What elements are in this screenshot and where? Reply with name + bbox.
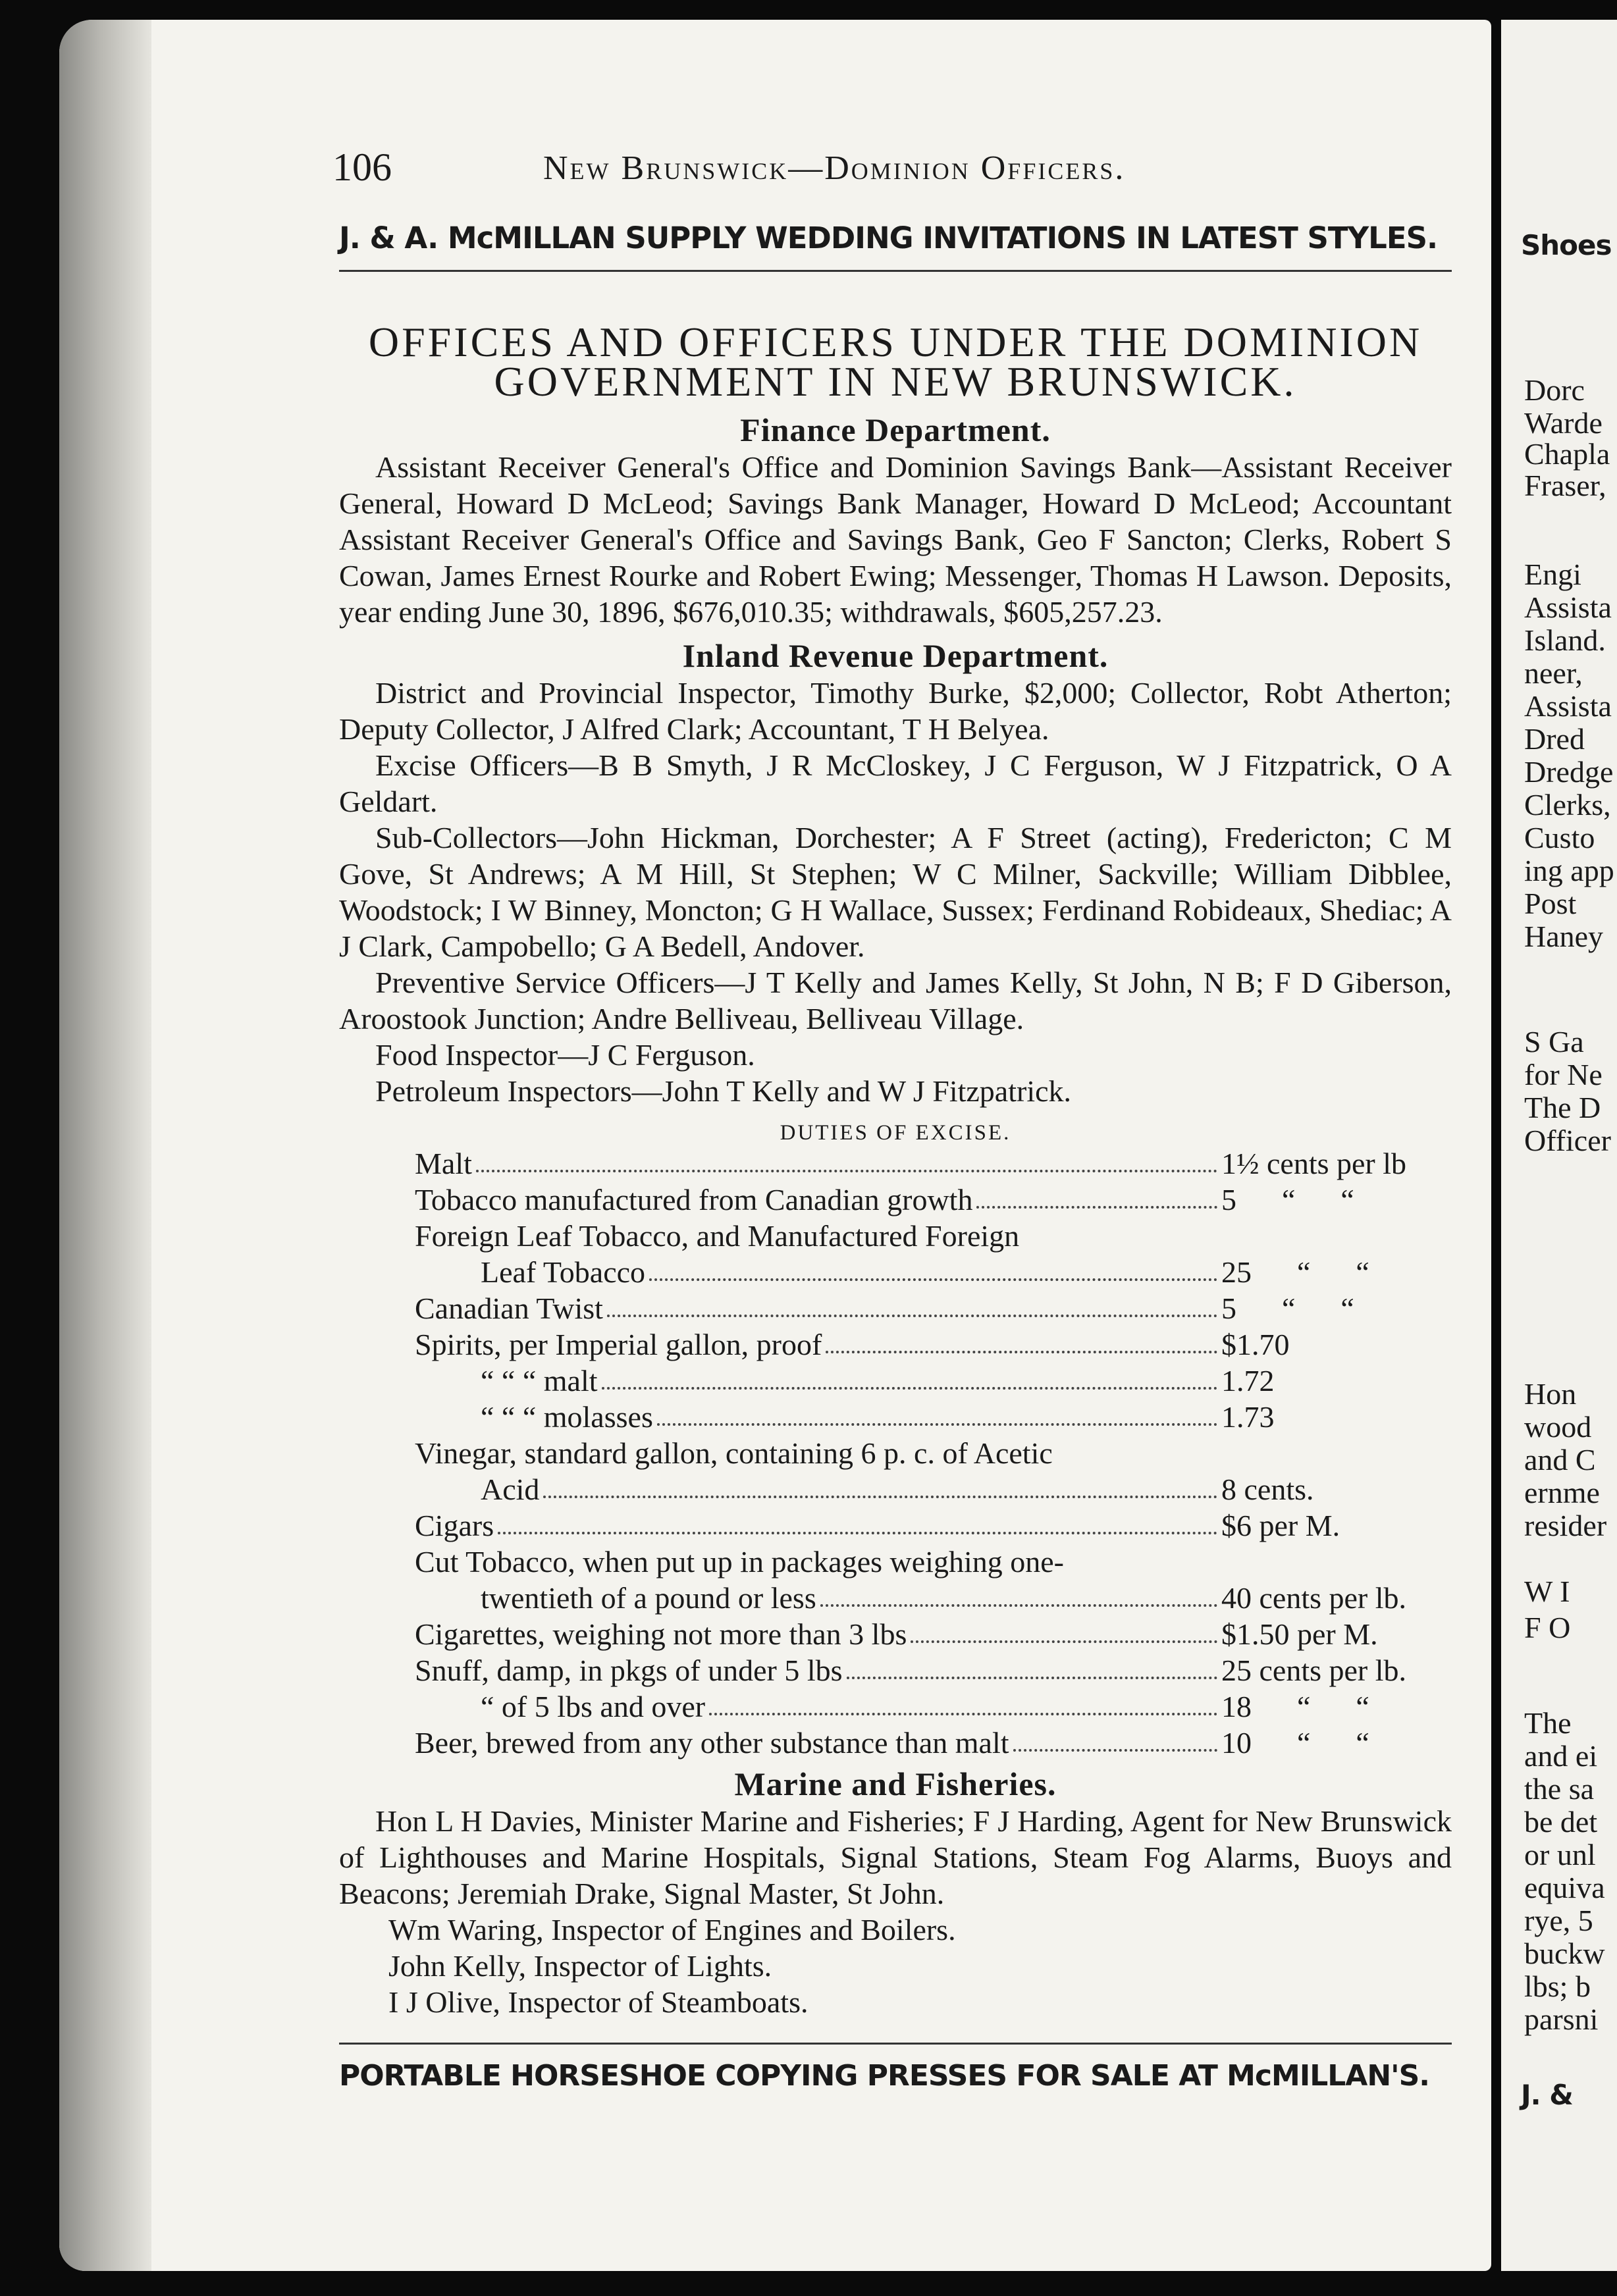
facing-fragment: Warde <box>1524 406 1603 440</box>
main-body <box>339 319 1452 2020</box>
duty-rate: 8 cents. <box>1221 1473 1314 1506</box>
facing-fragment: S Ga <box>1524 1025 1584 1058</box>
facing-fragment: Dorc <box>1524 373 1585 407</box>
dot-leader <box>543 1471 1217 1498</box>
facing-fragment: or unl <box>1524 1838 1596 1871</box>
duty-row <box>415 1182 1439 1218</box>
duty-row <box>415 1580 1439 1616</box>
dot-leader <box>911 1616 1217 1643</box>
duty-item: “ “ “ malt <box>481 1364 598 1397</box>
duty-rate: 1.72 <box>1221 1364 1275 1397</box>
top-rule <box>339 270 1452 272</box>
dot-leader <box>657 1399 1217 1426</box>
duty-rate: 1½ cents per lb <box>1221 1147 1407 1180</box>
dot-leader <box>602 1363 1217 1390</box>
duty-rate: 18 “ “ <box>1221 1690 1369 1723</box>
marine-para-1: Hon L H Davies, Minister Marine and Fisheries; F J Harding, Agent for New Brunswick of Lighthouses and Marine Hospitals, Signal Stations, Steam Fog Alarms, Buoys and Beacons; Jeremiah Drake, Signal Master, St John. <box>339 1804 1452 1910</box>
facing-fragment: Island. <box>1524 623 1606 657</box>
facing-fragment: the sa <box>1524 1772 1595 1806</box>
inland-para-5: Food Inspector—J C Ferguson. <box>375 1038 755 1072</box>
duty-row <box>415 1471 1439 1507</box>
duty-row <box>415 1435 1439 1471</box>
book-spine-shadow <box>59 20 151 2271</box>
dot-leader <box>976 1182 1217 1209</box>
duty-rate: 40 cents per lb. <box>1221 1581 1407 1615</box>
facing-fragment: Dred <box>1524 722 1585 756</box>
duty-row <box>415 1652 1439 1688</box>
duty-item: Tobacco manufactured from Canadian growth <box>415 1183 973 1216</box>
duty-row <box>415 1399 1439 1435</box>
facing-fragment: rye, 5 <box>1524 1904 1593 1937</box>
facing-fragment: The <box>1524 1706 1572 1740</box>
facing-fragment: Assista <box>1524 689 1612 723</box>
running-header <box>273 145 1445 197</box>
duty-item: Foreign Leaf Tobacco, and Manufactured Foreign <box>415 1219 1020 1253</box>
bottom-ad-text: PORTABLE HORSESHOE COPYING PRESSES FOR SALE AT McMILLAN'S. <box>339 2059 1430 2093</box>
dot-leader <box>709 1688 1217 1715</box>
dot-leader <box>820 1580 1217 1607</box>
dot-leader <box>607 1290 1217 1317</box>
dot-leader <box>649 1254 1217 1281</box>
facing-fragment: Haney <box>1524 920 1604 953</box>
duty-rate: $1.50 per M. <box>1221 1617 1378 1651</box>
facing-bottom-ad: J. & <box>1521 2079 1573 2111</box>
duty-item: twentieth of a pound or less <box>481 1581 816 1615</box>
facing-fragment: ing app <box>1524 854 1614 887</box>
facing-fragment: wood <box>1524 1410 1592 1444</box>
inland-para-3: Sub-Collectors—John Hickman, Dorchester; A F Street (acting), Fredericton; C M Gove, St Andrews; A M Hill, St Stephen; W C Milner, Sackville; William Dibblee, Woodstock; I W Binney, Moncton; G H Wallace, Sussex; Ferdinand Robideaux, Shediac; A J Clark, Campobello; G A Bedell, Andover. <box>339 821 1452 963</box>
duty-row <box>415 1254 1439 1290</box>
inland-para-1: District and Provincial Inspector, Timothy Burke, $2,000; Collector, Robt Atherton; Deputy Collector, J Alfred Clark; Accountant, T H Belyea. <box>339 676 1452 746</box>
duty-rate: 5 “ “ <box>1221 1183 1354 1216</box>
duty-row <box>415 1326 1439 1363</box>
duties-table <box>339 1145 1452 1761</box>
facing-top-ad: Shoes <box>1521 229 1612 261</box>
duty-row <box>415 1145 1439 1182</box>
facing-fragment: be det <box>1524 1805 1598 1839</box>
duty-item: Malt <box>415 1147 472 1180</box>
facing-fragment: for Ne <box>1524 1058 1603 1091</box>
marine-para-3: John Kelly, Inspector of Lights. <box>388 1949 772 1983</box>
duty-rate: 1.73 <box>1221 1400 1275 1434</box>
marine-para-4: I J Olive, Inspector of Steamboats. <box>388 1985 808 2019</box>
facing-fragment: and ei <box>1524 1739 1598 1773</box>
duty-item: Cut Tobacco, when put up in packages weighing one- <box>415 1545 1064 1578</box>
duty-item: Vinegar, standard gallon, containing 6 p. c. of Acetic <box>415 1436 1053 1470</box>
top-advert <box>339 221 1452 272</box>
facing-fragment: neer, <box>1524 656 1583 690</box>
page-number: 106 <box>332 145 392 189</box>
main-title-line-2: GOVERNMENT IN NEW BRUNSWICK. <box>494 358 1297 405</box>
main-title-line-1: OFFICES AND OFFICERS UNDER THE DOMINION <box>368 319 1423 365</box>
duty-item: Leaf Tobacco <box>481 1255 646 1289</box>
facing-fragment: The D <box>1524 1091 1601 1124</box>
dot-leader <box>847 1652 1217 1679</box>
duty-rate: $1.70 <box>1221 1328 1290 1361</box>
inland-para-4: Preventive Service Officers—J T Kelly and James Kelly, St John, N B; F D Giberson, Aroostook Junction; Andre Belliveau, Belliveau Village. <box>339 966 1452 1035</box>
facing-fragment: Hon <box>1524 1377 1577 1411</box>
duty-item: “ “ “ molasses <box>481 1400 653 1434</box>
facing-fragment: lbs; b <box>1524 1970 1591 2003</box>
facing-fragment: equiva <box>1524 1871 1605 1904</box>
marine-para-2: Wm Waring, Inspector of Engines and Boilers. <box>388 1913 956 1946</box>
dot-leader <box>498 1507 1217 1534</box>
gutter <box>1491 0 1501 2296</box>
facing-fragment: Assista <box>1524 590 1612 624</box>
facing-fragment: parsni <box>1524 2002 1599 2036</box>
facing-fragment: resider <box>1524 1509 1607 1542</box>
facing-fragment: buckw <box>1524 1937 1605 1970</box>
bottom-advert <box>339 2043 1452 2093</box>
facing-fragment: Chapla <box>1524 437 1610 471</box>
duty-row <box>415 1507 1439 1544</box>
facing-fragment: F O <box>1524 1611 1571 1644</box>
dot-leader <box>826 1326 1217 1353</box>
duties-heading: DUTIES OF EXCISE. <box>780 1121 1011 1145</box>
duty-row <box>415 1290 1439 1326</box>
facing-fragment: Engi <box>1524 558 1581 591</box>
duty-rate: 10 “ “ <box>1221 1726 1369 1760</box>
duty-row <box>415 1363 1439 1399</box>
running-title: New Brunswick—Dominion Officers. <box>543 149 1126 187</box>
main-title <box>339 319 1452 405</box>
duty-rate: 25 cents per lb. <box>1221 1654 1407 1687</box>
duty-row <box>415 1725 1439 1761</box>
facing-fragment: Fraser, <box>1524 469 1606 502</box>
dot-leader <box>1013 1725 1217 1752</box>
duty-item: “ of 5 lbs and over <box>481 1690 706 1723</box>
duty-item: Canadian Twist <box>415 1292 603 1325</box>
facing-fragment: Custo <box>1524 821 1595 854</box>
dot-leader <box>476 1145 1217 1172</box>
duty-item: Acid <box>481 1473 540 1506</box>
duty-item: Spirits, per Imperial gallon, proof <box>415 1328 822 1361</box>
facing-fragment: and C <box>1524 1443 1596 1476</box>
facing-fragment: Post <box>1524 887 1577 920</box>
marine-heading: Marine and Fisheries. <box>734 1765 1057 1802</box>
facing-fragment: W I <box>1524 1575 1570 1608</box>
facing-fragment: Officer <box>1524 1124 1611 1157</box>
inland-para-6: Petroleum Inspectors—John T Kelly and W J Fitzpatrick. <box>375 1074 1072 1108</box>
duty-row <box>415 1218 1439 1254</box>
duty-rate: 5 “ “ <box>1221 1292 1354 1325</box>
duty-item: Cigarettes, weighing not more than 3 lbs <box>415 1617 907 1651</box>
finance-text: Assistant Receiver General's Office and Dominion Savings Bank—Assistant Receiver General, Howard D McLeod; Savings Bank Manager, Howard D McLeod; Accountant Assistant Receiver General's Office and Savings Bank, Geo F Sancton; Clerks, Robert S Cowan, James Ernest Rourke and Robert Ewing; Messenger, Thomas H Lawson. Deposits, year ending June 30, 1896, $676,010.35; withdrawals, $605,257.23. <box>339 450 1452 629</box>
duty-rate: 25 “ “ <box>1221 1255 1369 1289</box>
bottom-rule <box>339 2043 1452 2045</box>
duty-row <box>415 1688 1439 1725</box>
duty-row <box>415 1544 1439 1580</box>
duty-row <box>415 1616 1439 1652</box>
duty-item: Beer, brewed from any other substance than malt <box>415 1726 1009 1760</box>
duty-rate: $6 per M. <box>1221 1509 1340 1542</box>
finance-heading: Finance Department. <box>740 411 1051 448</box>
facing-fragment: ernme <box>1524 1476 1600 1509</box>
duty-item: Cigars <box>415 1509 494 1542</box>
inland-heading: Inland Revenue Department. <box>682 637 1109 674</box>
top-ad-text: J. & A. McMILLAN SUPPLY WEDDING INVITATIONS IN LATEST STYLES. <box>339 221 1438 255</box>
facing-fragment: Clerks, <box>1524 788 1611 822</box>
inland-para-2: Excise Officers—B B Smyth, J R McCloskey, J C Ferguson, W J Fitzpatrick, O A Geldart. <box>339 748 1452 818</box>
facing-page <box>1501 20 1617 2271</box>
duty-item: Snuff, damp, in pkgs of under 5 lbs <box>415 1654 843 1687</box>
facing-fragment: Dredge <box>1524 755 1614 789</box>
